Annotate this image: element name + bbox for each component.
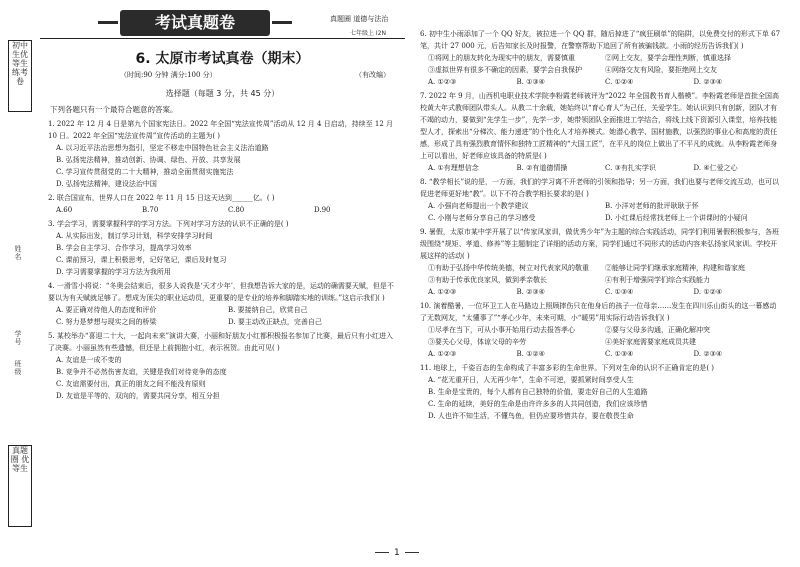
question-stem: 7. 2022 年 9 月，山西机电职业技术学院李粉霞老师被评为“2022 年全国教书育人楷模”。李粉霞老师是首批全国高校黄大年式教师团队带头人。从教二十余载，她始终以“育心育人”为己任，关爱学生。她认识到只有创新，团队才有不竭的动力，要做到“先学生一步”，先学一步，她带领团队全面推进工学结合，将线上线下资源引入课堂，培养技能型人才，探索出“分梯次、能力递进”的个性化人才培养模式。她潜心教学、国材施教，以强烈的事业心和高度的责任感，形成了具有强烈教育情怀和独特工匠精神的“大国工匠”，在平凡的岗位上做出了不平凡的成就。从李粉霞老师身上可以看出，好老师应该具备的特质是( ) bbox=[420, 92, 780, 160]
question-right_questions-1 bbox=[420, 90, 782, 174]
statement: ①尽孝在当下，可从小事开始用行动去报答孝心 bbox=[428, 326, 575, 334]
instruction: 下列各题只有一个最符合题意的答案。 bbox=[50, 105, 178, 114]
question-stem: 6. 初中生小雨添加了一个 QQ 好友，被拉进一个 QQ 群，随后掉进了“疯狂刷单”的陷阱，以免费交付的形式下单 67 笔，共计 27 000 元，后告知家长及时报警，在警察帮助下追回了所有被骗钱款。小雨的经历告诉我们( ) bbox=[420, 30, 781, 50]
answer-option[interactable]: B. ①②④ bbox=[516, 350, 545, 358]
option-list bbox=[48, 142, 400, 190]
answer-option[interactable]: A. 友谊是一成不变的 bbox=[56, 356, 122, 364]
question-left_questions-3 bbox=[48, 280, 400, 328]
answer-option[interactable]: D. ④仁爱之心 bbox=[693, 164, 738, 172]
option-list bbox=[48, 204, 400, 216]
series-label: 真题圈 道德与法治 bbox=[330, 15, 389, 23]
option-list bbox=[420, 348, 782, 360]
answer-option[interactable]: C. ①③④ bbox=[605, 350, 634, 358]
question-stem: 4. 一滑雪小将说：“冬奥会结束后，很多人说我是‘天才少年’，但我想告诉大家的是，运动的确需要天赋，但是不要以为有天赋就足够了。想成为顶尖的职业运动员，更重要的是专业的培养和脚踏实地的训练。”这启示我们( ) bbox=[48, 282, 394, 302]
question-stem: 2. 联合国宣布，世界人口在 2022 年 11 月 15 日这天达到______亿。( ) bbox=[48, 194, 275, 202]
page-title: 6. 太原市考试真卷（期末） bbox=[135, 51, 310, 67]
statement-list bbox=[420, 262, 782, 286]
answer-option[interactable]: D. ②③④ bbox=[693, 350, 723, 358]
question-left_questions-0 bbox=[48, 118, 400, 190]
question-right_questions-2 bbox=[420, 176, 782, 224]
answer-option[interactable]: B.70 bbox=[142, 206, 159, 214]
option-list bbox=[420, 374, 782, 422]
question-right_questions-4 bbox=[420, 300, 782, 360]
answer-option[interactable]: A. ①②③ bbox=[428, 78, 457, 86]
question-stem: 3. 学会学习，需要掌握科学的学习方法。下列对学习方法的认识不正确的是( ) bbox=[48, 220, 289, 228]
answer-option[interactable]: B. 小洋对老师的批评耿耿于怀 bbox=[605, 202, 699, 210]
statement: ③有助于传承优良家风，做到孝亲敬长 bbox=[428, 276, 547, 284]
statement: ②要与父母多沟通，正确化解冲突 bbox=[605, 326, 710, 334]
answer-option[interactable]: C. 学习宣传贯彻党的二十大精神，推动全面贯彻实施宪法 bbox=[56, 168, 234, 176]
statement: ②能够让同学们继承家庭精神，构建和谐家庭 bbox=[605, 264, 745, 272]
question-stem: 11. 地球上，千姿百态的生命构成了丰富多彩的生命世界。下列对生命的认识不正确肯定的是( ) bbox=[420, 364, 715, 372]
margin-top-badge-text: 初中生优等生练考卷 bbox=[12, 41, 28, 86]
answer-option[interactable]: D. 人也许不知生活，不懂鸟鱼，但仍应要珍惜共存，要在敬畏生命 bbox=[428, 412, 634, 420]
option-list bbox=[420, 286, 782, 298]
question-stem: 1. 2022 年 12 月 4 日是第九个国家宪法日。2022 年全国“宪法宣传周”活动从 12 月 4 日启动，持续至 12 月 10 日。2022 年全国“宪法宣传周”宣传活动的主题为( ) bbox=[48, 120, 394, 140]
answer-option[interactable]: C. 课前预习，课上积极思考，记好笔记，课后及时复习 bbox=[56, 256, 227, 264]
answer-option[interactable]: D. 要主动改正缺点，完善自己 bbox=[228, 318, 322, 326]
answer-option[interactable]: C. 友谊需要付出，真正的朋友之间不能没有原则 bbox=[56, 380, 206, 388]
answer-option[interactable]: D. 学习需要掌握的学习方法为我所用 bbox=[56, 268, 171, 276]
question-stem: 9. 暑假，太原市某中学开展了以“传家风家训，做优秀少年”为主题的综合实践活动，同学们利用暑假积极参与，各班级围绕“规矩、孝道、修养”等主题制定了详细的活动方案，同学们通过不同形式的活动内容来弘扬家风家训。学校开展这样的活动( ) bbox=[420, 228, 780, 260]
answer-option[interactable]: D. 友谊是平等的、双向的，需要共同分享，相互分担 bbox=[56, 392, 220, 400]
statement: ①将网上的朋友转化为现实中的朋友，需要慎重 bbox=[428, 54, 575, 62]
question-right_questions-3 bbox=[420, 226, 782, 298]
answer-option[interactable]: B. 弘扬宪法精神，推动创新、协调、绿色、开放、共享发展 bbox=[56, 156, 241, 164]
right-question-column bbox=[420, 28, 782, 424]
question-stem: 8. “教学相长”说的是，一方面，我们的学习离不开老师的引领和指导；另一方面，我们也要与老师交流互动，也可以促进老师更好地“教”。以下不符合教学相长要求的是( ) bbox=[420, 178, 780, 198]
answer-option[interactable]: A. ①有理想信念 bbox=[428, 164, 479, 172]
answer-option[interactable]: B. 要接纳自己，欣赏自己 bbox=[228, 306, 308, 314]
exam-meta: （时间:90 分钟 满分:100 分） bbox=[120, 71, 217, 79]
answer-option[interactable]: C. ③有扎实学识 bbox=[605, 164, 656, 172]
option-list bbox=[48, 354, 400, 402]
exam-banner bbox=[120, 10, 270, 36]
answer-option[interactable]: A. 从实际出发，制订学习计划，科学安排学习时间 bbox=[56, 232, 213, 240]
margin-label-name: 姓 名 bbox=[14, 245, 22, 261]
answer-option[interactable]: D. 弘扬宪法精神，建设法治中国 bbox=[56, 180, 157, 188]
answer-option[interactable]: B. 学会自主学习、合作学习，提高学习效率 bbox=[56, 244, 192, 252]
statement: ③虚拟世界有很多不确定的因素，要学会自我保护 bbox=[428, 66, 582, 74]
answer-option[interactable]: D. ②③④ bbox=[693, 78, 723, 86]
statement: ②网上交友，要学会理性判断，慎重选择 bbox=[605, 54, 731, 62]
section-heading: 选择题（每题 3 分，共 45 分） bbox=[165, 89, 280, 98]
answer-option[interactable]: C. ①③④ bbox=[605, 288, 634, 296]
statement-list bbox=[420, 324, 782, 348]
answer-option[interactable]: A. 要正确对待他人的态度和评价 bbox=[56, 306, 157, 314]
margin-strip bbox=[8, 30, 30, 530]
answer-option[interactable]: C. 努力是梦想与现实之间的桥梁 bbox=[56, 318, 157, 326]
header-rule bbox=[40, 38, 405, 39]
question-left_questions-4 bbox=[48, 330, 400, 402]
answer-option[interactable]: A.60 bbox=[56, 206, 73, 214]
grade-label: 七年级上 I2N bbox=[350, 30, 386, 37]
question-stem: 5. 某校举办“喜迎二十大，一起向未来”演讲大赛，小丽和好朋友小红都积极报名参加了比赛，最后只有小红进入了决赛。小丽虽然有些遗憾，但还是上前拥抱小红，表示祝贺。由此可见( ) bbox=[48, 332, 394, 352]
margin-bottom-badge bbox=[8, 445, 32, 527]
margin-label-class: 班 级 bbox=[14, 360, 22, 376]
option-list bbox=[48, 230, 400, 278]
answer-option[interactable]: A. “花无重开日，人无再少年”，生命不可逆，要抓紧时间享受人生 bbox=[428, 376, 634, 384]
answer-option[interactable]: A. ①②③ bbox=[428, 350, 457, 358]
statement: ①有助于弘扬中华传统美德，树立对代表家风的敬重 bbox=[428, 264, 589, 272]
statement-list bbox=[420, 52, 782, 76]
question-left_questions-1 bbox=[48, 192, 400, 216]
question-right_questions-5 bbox=[420, 362, 782, 422]
banner-text: 考试真题卷 bbox=[154, 13, 235, 32]
answer-option[interactable]: B. ②③④ bbox=[516, 288, 545, 296]
margin-label-id: 学 号 bbox=[14, 330, 22, 346]
answer-option[interactable]: C.80 bbox=[228, 206, 245, 214]
statement: ③要关心父母，体谅父母的辛劳 bbox=[428, 338, 526, 346]
answer-option[interactable]: B. ①③④ bbox=[516, 78, 545, 86]
answer-option[interactable]: C. 小刚与老师分享自己的学习感受 bbox=[428, 214, 536, 222]
statement: ④美好家庭需要家庭成员共建 bbox=[605, 338, 696, 346]
statement: ④有利于增强同学们综合实践能力 bbox=[605, 276, 710, 284]
answer-option[interactable]: D.90 bbox=[314, 206, 331, 214]
question-right_questions-0 bbox=[420, 28, 782, 88]
answer-option[interactable]: B. ②有道德情操 bbox=[516, 164, 568, 172]
answer-option[interactable]: D. ①②④ bbox=[693, 288, 723, 296]
option-list bbox=[420, 200, 782, 224]
left-question-column bbox=[48, 118, 400, 404]
option-list bbox=[420, 76, 782, 88]
answer-option[interactable]: B. 竞争并不必然伤害友谊，关键是我们对待竞争的态度 bbox=[56, 368, 227, 376]
option-list bbox=[420, 162, 782, 174]
question-left_questions-2 bbox=[48, 218, 400, 278]
answer-option[interactable]: A. 以习近平法治思想为指引，坚定不移走中国特色社会主义法治道路 bbox=[56, 144, 269, 152]
option-list bbox=[48, 304, 400, 328]
edition-note: （有改编） bbox=[355, 71, 390, 79]
answer-option[interactable]: A. 小强向老师提出一个教学建议 bbox=[428, 202, 529, 210]
answer-option[interactable]: D. 小红课后经常找老师上一个讲课时的小疑问 bbox=[605, 214, 748, 222]
answer-option[interactable]: C. ①②④ bbox=[605, 78, 634, 86]
margin-top-badge bbox=[8, 40, 32, 112]
question-stem: 10. 演着酷暑，一位环卫工人在马路边上照顾摔伤只在他身后的孩子一位母亲……发生在四川乐山街头的这一幕感动了无数网友，“太懂事了”“孝心少年，未来可期，小“暖男”用实际行动告诉我们( ) bbox=[420, 302, 777, 322]
answer-option[interactable]: A. ①②③ bbox=[428, 288, 457, 296]
statement: ④网络交友有风险，要拒绝网上交友 bbox=[605, 66, 717, 74]
margin-bottom-badge-text: 真题圈 优等生 bbox=[10, 446, 30, 473]
answer-option[interactable]: B. 生命是宝贵的，每个人都有自己独特的价值，要走好自己的人生道路 bbox=[428, 388, 648, 396]
answer-option[interactable]: C. 生命的延续，美好的生命是由许许多多的人共同创造，我们应该珍惜 bbox=[428, 400, 648, 408]
page-number: 1 bbox=[370, 548, 424, 558]
